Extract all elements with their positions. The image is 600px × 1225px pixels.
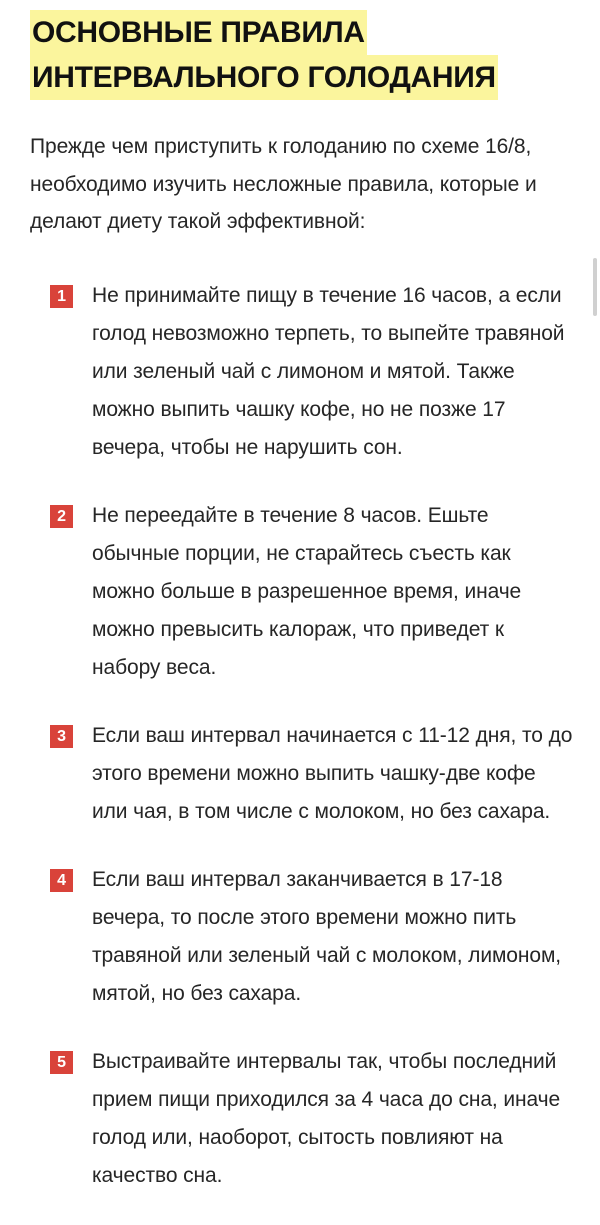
rule-item	[30, 497, 575, 687]
scrollbar-thumb[interactable]	[593, 258, 597, 316]
rule-text: Если ваш интервал заканчивается в 17-18 вечера, то после этого времени можно пить травяной или зеленый чай с молоком, лимоном, мятой, но без сахара.	[92, 867, 562, 1005]
article-title-line: ИНТЕРВАЛЬНОГО ГОЛОДАНИЯ	[30, 55, 498, 100]
rule-number-badge: 2	[50, 505, 73, 528]
article-intro: Прежде чем приступить к голоданию по схеме 16/8, необходимо изучить несложные правила, которые и делают диету такой эффективной:	[30, 135, 537, 233]
article	[30, 0, 575, 1225]
rule-item	[30, 717, 575, 831]
rule-item	[30, 861, 575, 1013]
article-title	[30, 0, 575, 100]
rule-item	[30, 1043, 575, 1195]
rule-number-badge: 1	[50, 285, 73, 308]
rules-list	[30, 277, 575, 1195]
rule-text: Не переедайте в течение 8 часов. Ешьте обычные порции, не старайтесь съесть как можно больше в разрешенное время, иначе можно превысить калораж, что приведет к набору веса.	[92, 503, 522, 679]
rule-number-badge: 5	[50, 1051, 73, 1074]
rule-item	[30, 277, 575, 467]
rule-text: Если ваш интервал начинается с 11-12 дня, то до этого времени можно выпить чашку-две кофе или чая, в том числе с молоком, но без сахара.	[92, 723, 573, 823]
rule-number-badge: 3	[50, 725, 73, 748]
article-title-line: ОСНОВНЫЕ ПРАВИЛА	[30, 10, 367, 55]
rule-text: Не принимайте пищу в течение 16 часов, а если голод невозможно терпеть, то выпейте травяной или зеленый чай с лимоном и мятой. Также можно выпить чашку кофе, но не позже 17 вечера, чтобы не нарушить сон.	[92, 283, 565, 459]
rule-number-badge: 4	[50, 869, 73, 892]
rule-text: Выстраивайте интервалы так, чтобы последний прием пищи приходился за 4 часа до сна, иначе голод или, наоборот, сытость повлияют на качество сна.	[92, 1049, 561, 1187]
